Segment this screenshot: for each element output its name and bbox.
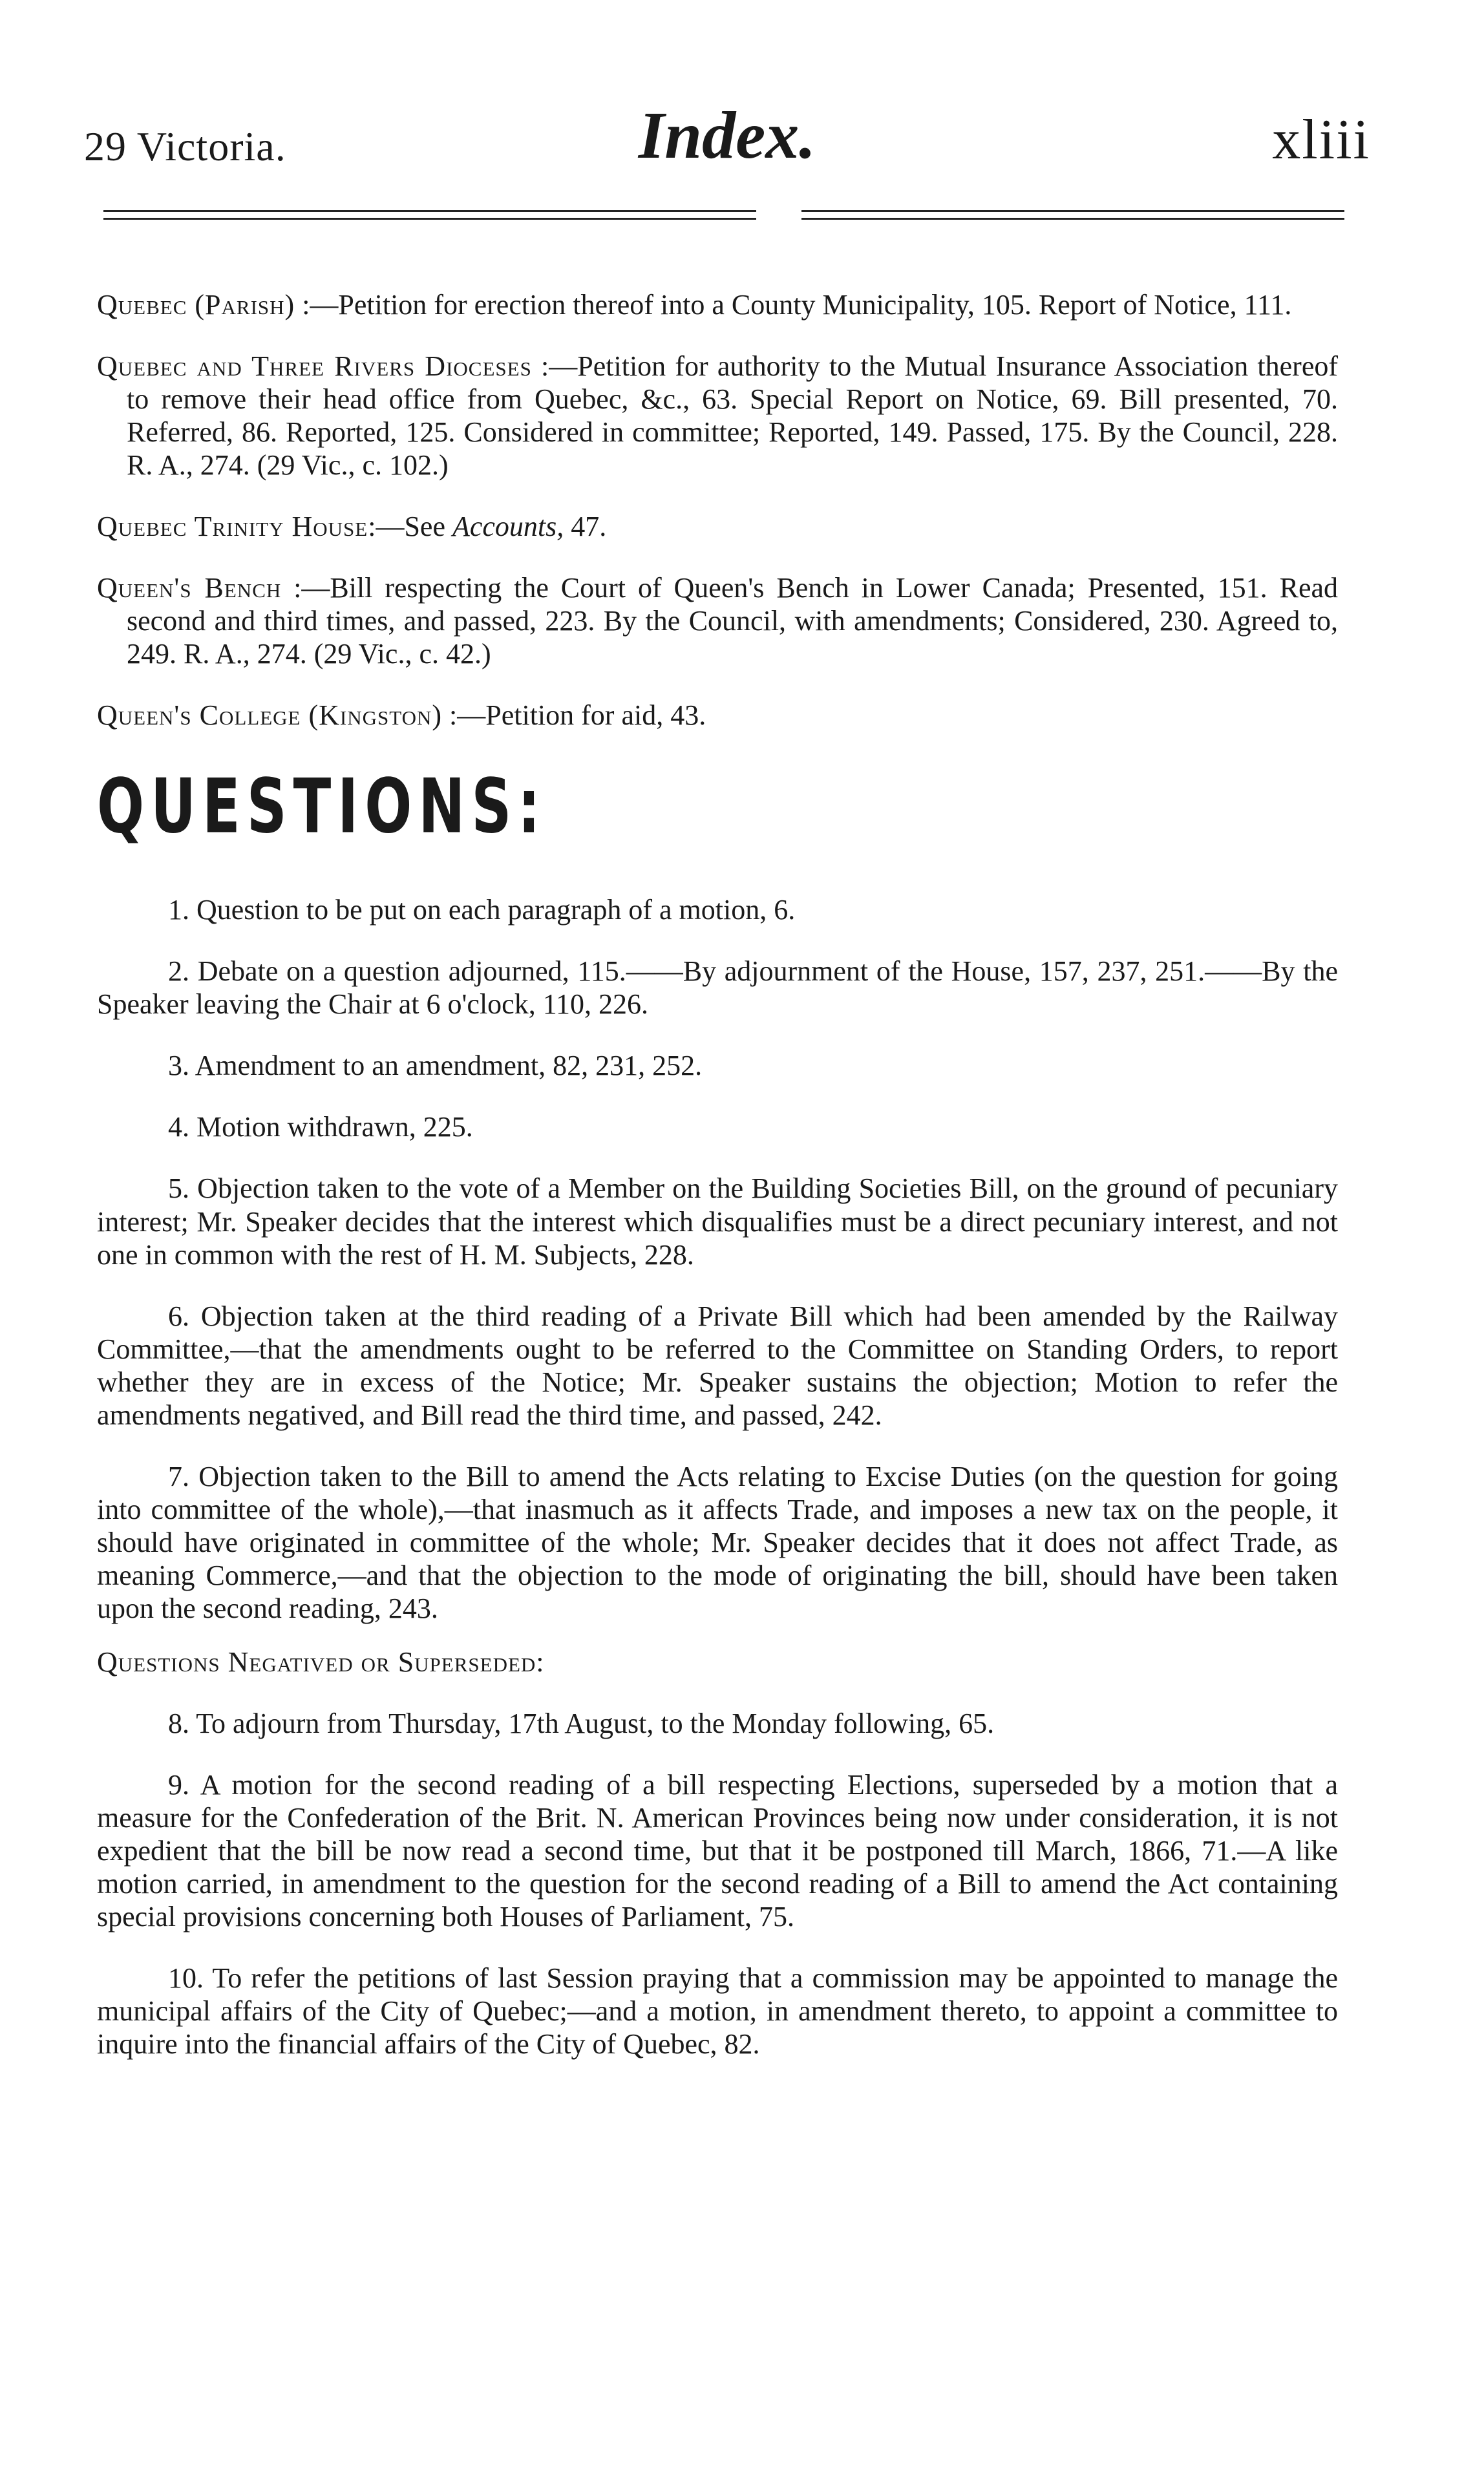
entry-text: :—Petition for aid, 43. bbox=[449, 699, 706, 732]
question-item: 10. To refer the petitions of last Session praying that a commission may be appointed to manage the municipal affairs of the City of Quebec;—and a motion, in amendment thereto, to appoint a committee to inquire into the financial affairs of the City of Quebec, 82. bbox=[97, 1962, 1338, 2060]
entry-heading: Quebec and Three Rivers Dioceses bbox=[97, 350, 532, 383]
questions-negatived-subheading: Questions Negatived or Superseded: bbox=[97, 1646, 545, 1678]
question-item: 7. Objection taken to the Bill to amend the Acts relating to Excise Duties (on the question for going into committee of the whole),—that inasmuch as it affects Trade, and imposes a new tax on the people, it should have originated in committee of the whole; Mr. Speaker decides that it does not affect Trade, as meaning Commerce,—and that the objection to the mode of originating the bill, should have been taken upon the second reading, 243. bbox=[97, 1460, 1338, 1624]
entry-text: :—Bill respecting the Court of Queen's Bench in Lower Canada; Presented, 151. Read second and third times, and passed, 223. By the Council, with amendments; Considered, 230. Agreed to, 249. R. A., 274. (29 Vic., c. 42.) bbox=[127, 572, 1339, 670]
running-head-left: 29 Victoria. bbox=[84, 123, 286, 169]
index-entry-quebec-dioceses bbox=[97, 350, 1338, 482]
question-item: 5. Objection taken to the vote of a Member on the Building Societies Bill, on the ground of pecuniary interest; Mr. Speaker decides that the interest which disqualifies must be a direct pecuniary interest, and not one in common with the rest of H. M. Subjects, 228. bbox=[97, 1172, 1338, 1271]
entry-page-ref: 47. bbox=[564, 511, 607, 543]
header-rule-bottom bbox=[103, 218, 1344, 220]
entry-text: :—Petition for authority to the Mutual Insurance Association thereof to remove their head office from Quebec, &c., 63. Special Report on Notice, 69. Bill presented, 70. Referred, 86. Reported, 125. Considered in committee; Reported, 149. Passed, 175. By the Council, 228. R. A., 274. (29 Vic., c. 102.) bbox=[127, 350, 1339, 482]
index-entry-quebec-parish bbox=[97, 288, 1338, 321]
question-item: 4. Motion withdrawn, 225. bbox=[168, 1111, 473, 1143]
question-item: 6. Objection taken at the third reading of a Private Bill which had been amended by the Railway Committee,—that the amendments ought to be referred to the Committee on Standing Orders, to report whether they are in excess of the Notice; Mr. Speaker sustains the objection; Motion to refer the amendments negatived, and Bill read the third time, and passed, 242. bbox=[97, 1300, 1338, 1431]
index-content bbox=[97, 260, 1338, 2081]
entry-heading: Quebec (Parish) bbox=[97, 289, 295, 321]
questions-heading: QUESTIONS: bbox=[97, 763, 547, 851]
index-entry-queens-bench bbox=[97, 571, 1338, 670]
entry-crossref: Accounts, bbox=[452, 511, 564, 543]
entry-heading: Queen's College (Kingston) bbox=[97, 699, 443, 732]
header-rule-gap bbox=[756, 206, 801, 224]
index-entry-queens-college bbox=[97, 699, 1338, 732]
page-number: xliii bbox=[1272, 109, 1370, 171]
entry-heading: Queen's Bench bbox=[97, 572, 282, 604]
page-title: Index. bbox=[638, 98, 816, 173]
question-item: 9. A motion for the second reading of a bill respecting Elections, superseded by a motion that a measure for the Confederation of the Brit. N. American Provinces being now under consideration, it is not expedient that the bill be now read a second time, but that it be postponed till March, 1866, 71.—A like motion carried, in amendment to the question for the second reading of a Bill to amend the Act containing special provisions concerning both Houses of Parliament, 75. bbox=[97, 1768, 1338, 1933]
entry-text: :—Petition for erection thereof into a County Municipality, 105. Report of Notice, 111. bbox=[302, 289, 1292, 321]
question-item: 2. Debate on a question adjourned, 115.——By adjournment of the House, 157, 237, 251.——By the Speaker leaving the Chair at 6 o'clock, 110, 226. bbox=[97, 955, 1338, 1021]
index-entry-quebec-trinity-house bbox=[97, 510, 1338, 543]
question-item: 1. Question to be put on each paragraph of a motion, 6. bbox=[168, 894, 796, 926]
question-item: 8. To adjourn from Thursday, 17th August, to the Monday following, 65. bbox=[168, 1707, 995, 1739]
question-item: 3. Amendment to an amendment, 82, 231, 252. bbox=[168, 1050, 703, 1082]
header-rule-top bbox=[103, 210, 1344, 212]
entry-text: :—See bbox=[368, 511, 452, 543]
entry-heading: Quebec Trinity House bbox=[97, 511, 368, 543]
page-header bbox=[84, 97, 1370, 181]
